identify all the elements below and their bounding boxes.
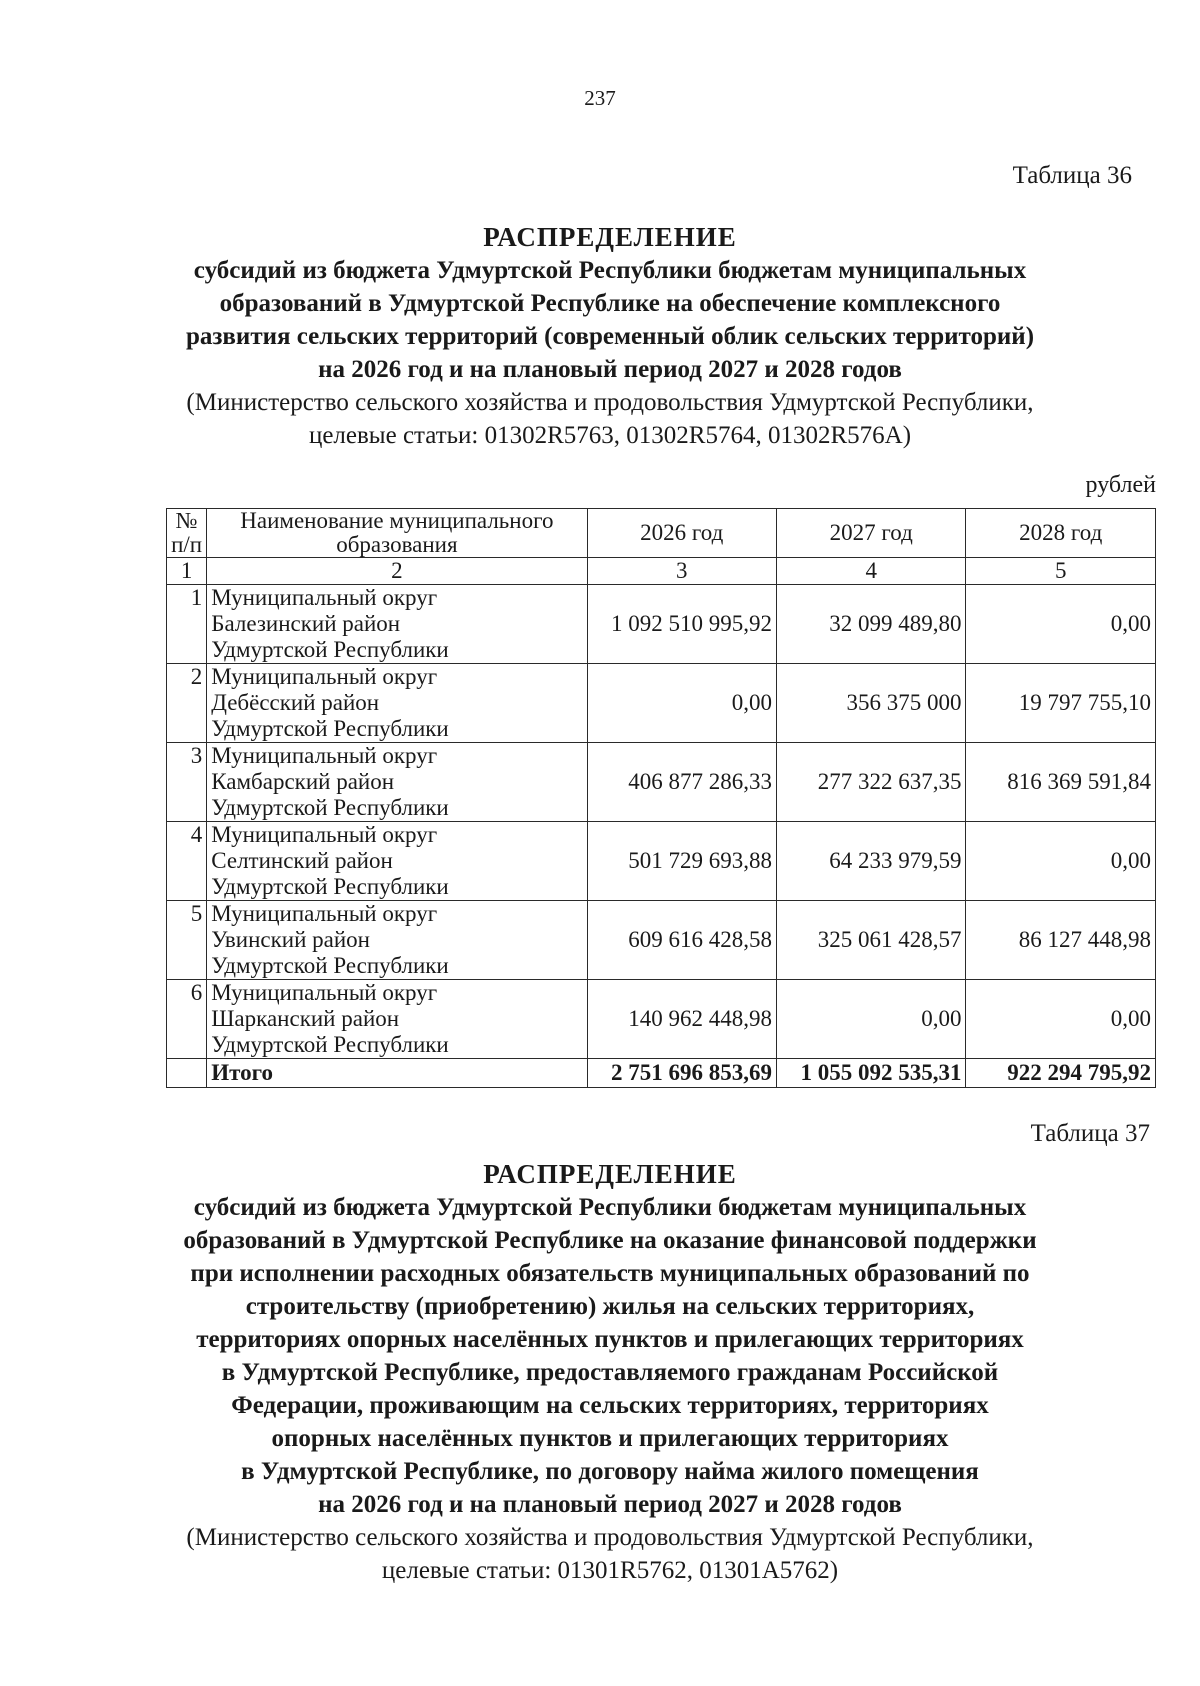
header-nn: № п/п	[167, 509, 207, 558]
table-37-subtitle-line: строительству (приобретению) жилья на сельских территориях,	[245, 1293, 975, 1320]
table-row	[167, 822, 1156, 901]
table-row	[167, 743, 1156, 822]
total-2028: 922 294 795,92	[966, 1059, 1156, 1088]
table-36-note-line: целевые статьи: 01302R5763, 01302R5764, 01302R576A)	[308, 422, 912, 449]
table-row	[167, 901, 1156, 980]
table-36-subtitle-line: на 2026 год и на плановый период 2027 и 2028 годов	[318, 356, 902, 383]
value-2027: 325 061 428,57	[777, 901, 966, 980]
value-2026: 406 877 286,33	[587, 743, 776, 822]
table-36-subtitle-line: субсидий из бюджета Удмуртской Республики бюджетам муниципальных	[193, 257, 1027, 284]
value-2027: 64 233 979,59	[777, 822, 966, 901]
table-37-subtitle-line: в Удмуртской Республике, по договору найма жилого помещения	[241, 1458, 979, 1485]
table-37-subtitle-line: субсидий из бюджета Удмуртской Республики бюджетам муниципальных	[193, 1194, 1027, 1221]
value-2026: 609 616 428,58	[587, 901, 776, 980]
municipality-name: Муниципальный округ Увинский район Удмуртской Республики	[207, 901, 587, 980]
header-row	[167, 509, 1156, 558]
value-2026: 140 962 448,98	[587, 980, 776, 1059]
table-37-subtitle-line: на 2026 год и на плановый период 2027 и 2028 годов	[318, 1491, 902, 1518]
table-37-subtitle-line: опорных населённых пунктов и прилегающих территориях	[271, 1425, 949, 1452]
table-36-heading	[110, 220, 1110, 452]
header-2026: 2026 год	[587, 509, 776, 558]
table-37-subtitle-line: при исполнении расходных обязательств муниципальных образований по	[190, 1260, 1030, 1287]
column-number: 3	[587, 558, 776, 585]
total-2026: 2 751 696 853,69	[587, 1059, 776, 1088]
row-index: 4	[167, 822, 207, 901]
value-2028: 19 797 755,10	[966, 664, 1156, 743]
table-36-subtitle-line: образований в Удмуртской Республике на обеспечение комплексного	[219, 290, 1001, 317]
value-2028: 0,00	[966, 822, 1156, 901]
municipality-name: Муниципальный округ Шарканский район Удмуртской Республики	[207, 980, 587, 1059]
total-2027: 1 055 092 535,31	[777, 1059, 966, 1088]
value-2028: 816 369 591,84	[966, 743, 1156, 822]
value-2026: 501 729 693,88	[587, 822, 776, 901]
municipality-name: Муниципальный округ Камбарский район Удмуртской Республики	[207, 743, 587, 822]
value-2027: 0,00	[777, 980, 966, 1059]
column-number: 1	[167, 558, 207, 585]
column-number-row	[167, 558, 1156, 585]
municipality-name: Муниципальный округ Дебёсский район Удмуртской Республики	[207, 664, 587, 743]
table-37-heading	[110, 1157, 1110, 1587]
table-37-note-line: целевые статьи: 01301R5762, 01301А5762)	[381, 1557, 839, 1584]
table-37-subtitle-line: Федерации, проживающим на сельских территориях, территориях	[231, 1392, 989, 1419]
row-index: 2	[167, 664, 207, 743]
row-index: 1	[167, 585, 207, 664]
table-37-subtitle-line: территориях опорных населённых пунктов и прилегающих территориях	[196, 1326, 1024, 1353]
table-36-subtitle-line: развития сельских территорий (современный облик сельских территорий)	[185, 323, 1035, 350]
table-row	[167, 664, 1156, 743]
table-36	[166, 508, 1156, 1088]
value-2026: 1 092 510 995,92	[587, 585, 776, 664]
column-number: 2	[207, 558, 587, 585]
table-36-note-line: (Министерство сельского хозяйства и продовольствия Удмуртской Республики,	[186, 389, 1034, 416]
header-name: Наименование муниципального образования	[207, 509, 587, 558]
column-number: 4	[777, 558, 966, 585]
table-37-note-line: (Министерство сельского хозяйства и продовольствия Удмуртской Республики,	[186, 1524, 1034, 1551]
value-2028: 0,00	[966, 980, 1156, 1059]
row-index: 6	[167, 980, 207, 1059]
column-number: 5	[966, 558, 1156, 585]
page-number: 237	[584, 86, 616, 110]
total-row	[167, 1059, 1156, 1088]
units-label: рублей	[1085, 472, 1156, 498]
table-36-title: РАСПРЕДЕЛЕНИЕ	[483, 222, 737, 252]
table-row	[167, 980, 1156, 1059]
value-2027: 356 375 000	[777, 664, 966, 743]
header-2027: 2027 год	[777, 509, 966, 558]
table-37-subtitle-line: в Удмуртской Республике, предоставляемого гражданам Российской	[221, 1359, 999, 1386]
table-37-subtitle-line: образований в Удмуртской Республике на оказание финансовой поддержки	[183, 1227, 1037, 1254]
table-37-label: Таблица 37	[1030, 1120, 1150, 1147]
municipality-name: Муниципальный округ Селтинский район Удмуртской Республики	[207, 822, 587, 901]
row-index: 3	[167, 743, 207, 822]
value-2028: 0,00	[966, 585, 1156, 664]
value-2027: 277 322 637,35	[777, 743, 966, 822]
table-36-label: Таблица 36	[1012, 162, 1132, 189]
value-2027: 32 099 489,80	[777, 585, 966, 664]
header-2028: 2028 год	[966, 509, 1156, 558]
total-label: Итого	[207, 1059, 587, 1088]
row-index: 5	[167, 901, 207, 980]
total-index-cell	[167, 1059, 207, 1088]
value-2026: 0,00	[587, 664, 776, 743]
table-row	[167, 585, 1156, 664]
municipality-name: Муниципальный округ Балезинский район Удмуртской Республики	[207, 585, 587, 664]
value-2028: 86 127 448,98	[966, 901, 1156, 980]
table-37-title: РАСПРЕДЕЛЕНИЕ	[483, 1159, 737, 1189]
